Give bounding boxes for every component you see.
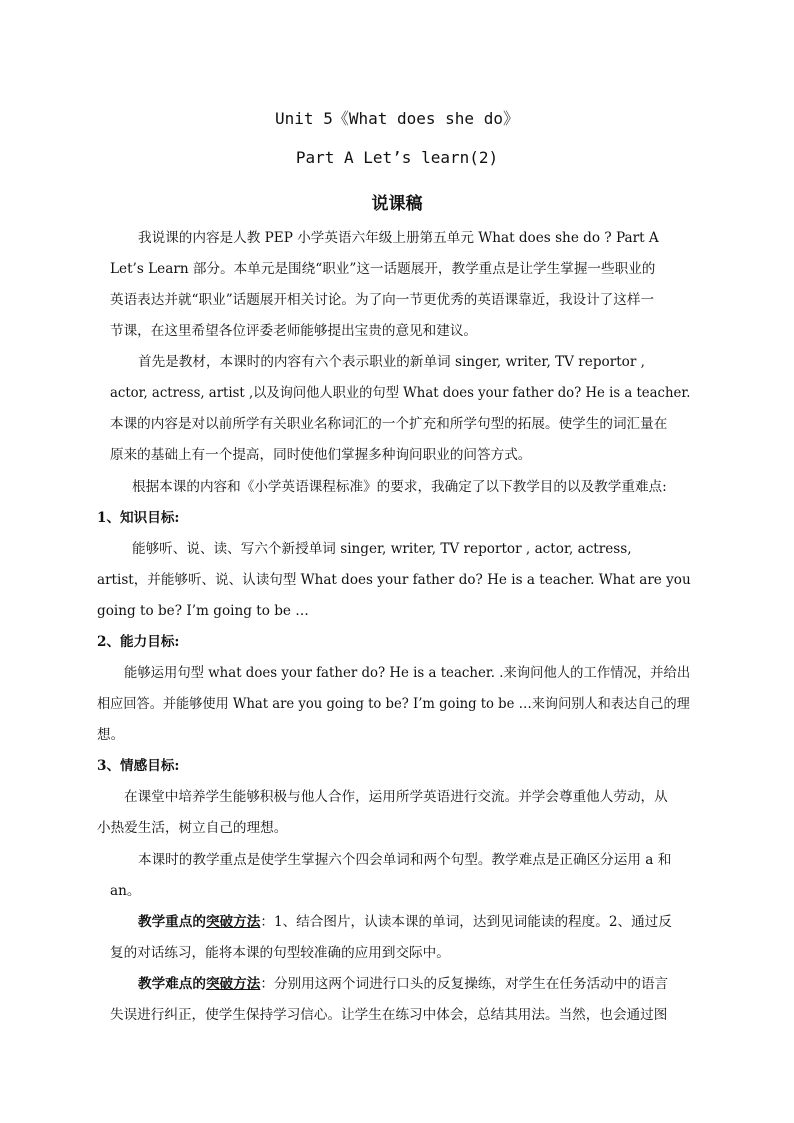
document-subtitle: Part A Let’s learn(2) — [295, 148, 499, 167]
paragraph-line: 失误进行纠正，使学生保持学习信心。让学生在练习中体会，总结其用法。当然，也会通过图 — [110, 1007, 668, 1023]
paragraph-line: 相应回答。并能够使用 What are you going to be? I’m going to be …来询问别人和表达自己的理 — [97, 696, 690, 712]
method-label: 教学难点的 — [138, 976, 206, 992]
method-text: 分别用这两个词进行口头的反复操练，对学生在任务活动中的语言 — [273, 976, 669, 992]
paragraph-line: 能够听、说、读、写六个新授单词 singer, writer, TV reportor , actor, actress, — [132, 541, 632, 557]
section-heading-ability: 2、能力目标: — [97, 634, 180, 650]
document-heading: 说课稿 — [371, 194, 423, 214]
method-difficult-points — [138, 974, 668, 994]
paragraph-line: 首先是教材，本课时的内容有六个表示职业的新单词 singer, writer, TV reportor , — [138, 354, 646, 370]
paragraph-line: an。 — [110, 883, 141, 899]
paragraph-line: 我说课的内容是人教 PEP 小学英语六年级上册第五单元 What does she do ? Part A — [138, 230, 659, 246]
method-key-points — [138, 912, 672, 932]
paragraph-line: 能够运用句型 what does your father do? He is a teacher. .来询问他人的工作情况，并给出 — [124, 665, 691, 681]
method-label-underlined: 突破方法 — [205, 914, 261, 930]
paragraph-line: 原来的基础上有一个提高，同时使他们掌握多种询问职业的问答方式。 — [110, 447, 532, 463]
paragraph-line: going to be? I’m going to be … — [97, 603, 309, 619]
paragraph-line: 复的对话练习，能将本课的句型较准确的应用到交际中。 — [110, 945, 450, 961]
method-text: 1、结合图片，认读本课的单词，达到见词能读的程度。2、通过反 — [273, 914, 672, 930]
paragraph-line: actor, actress, artist ,以及询问他人职业的句型 What does your father do? He is a teacher. — [110, 385, 691, 401]
method-label-underlined: 突破方法 — [205, 976, 261, 992]
paragraph-line: 想。 — [97, 727, 125, 743]
document-title: Unit 5《What does she do》 — [275, 109, 519, 128]
section-heading-knowledge: 1、知识目标: — [97, 510, 180, 526]
paragraph-line: 根据本课的内容和《小学英语课程标准》的要求，我确定了以下教学目的以及教学重难点: — [132, 479, 667, 495]
paragraph-line: Let’s Learn 部分。本单元是围绕“职业”这一话题展开，教学重点是让学生掌握一些职业的 — [110, 261, 656, 277]
method-colon: ： — [260, 914, 274, 930]
paragraph-line: 节课，在这里希望各位评委老师能够提出宝贵的意见和建议。 — [110, 323, 478, 339]
method-label: 教学重点的 — [138, 914, 206, 930]
paragraph-line: 本课时的教学重点是使学生掌握六个四会单词和两个句型。教学难点是正确区分运用 a 和 — [138, 852, 672, 868]
paragraph-line: 小热爱生活，树立自己的理想。 — [97, 820, 288, 836]
paragraph-line: 英语表达并就“职业”话题展开相关讨论。为了向一节更优秀的英语课靠近，我设计了这样一 — [110, 292, 655, 308]
method-colon: ： — [260, 976, 274, 992]
section-heading-emotion: 3、情感目标: — [97, 758, 180, 774]
paragraph-line: artist，并能够听、说、认读句型 What does your father do? He is a teacher. What are you — [97, 572, 691, 588]
paragraph-line: 在课堂中培养学生能够积极与他人合作，运用所学英语进行交流。并学会尊重他人劳动，从 — [124, 789, 668, 805]
paragraph-line: 本课的内容是对以前所学有关职业名称词汇的一个扩充和所学句型的拓展。使学生的词汇量在 — [110, 416, 668, 432]
